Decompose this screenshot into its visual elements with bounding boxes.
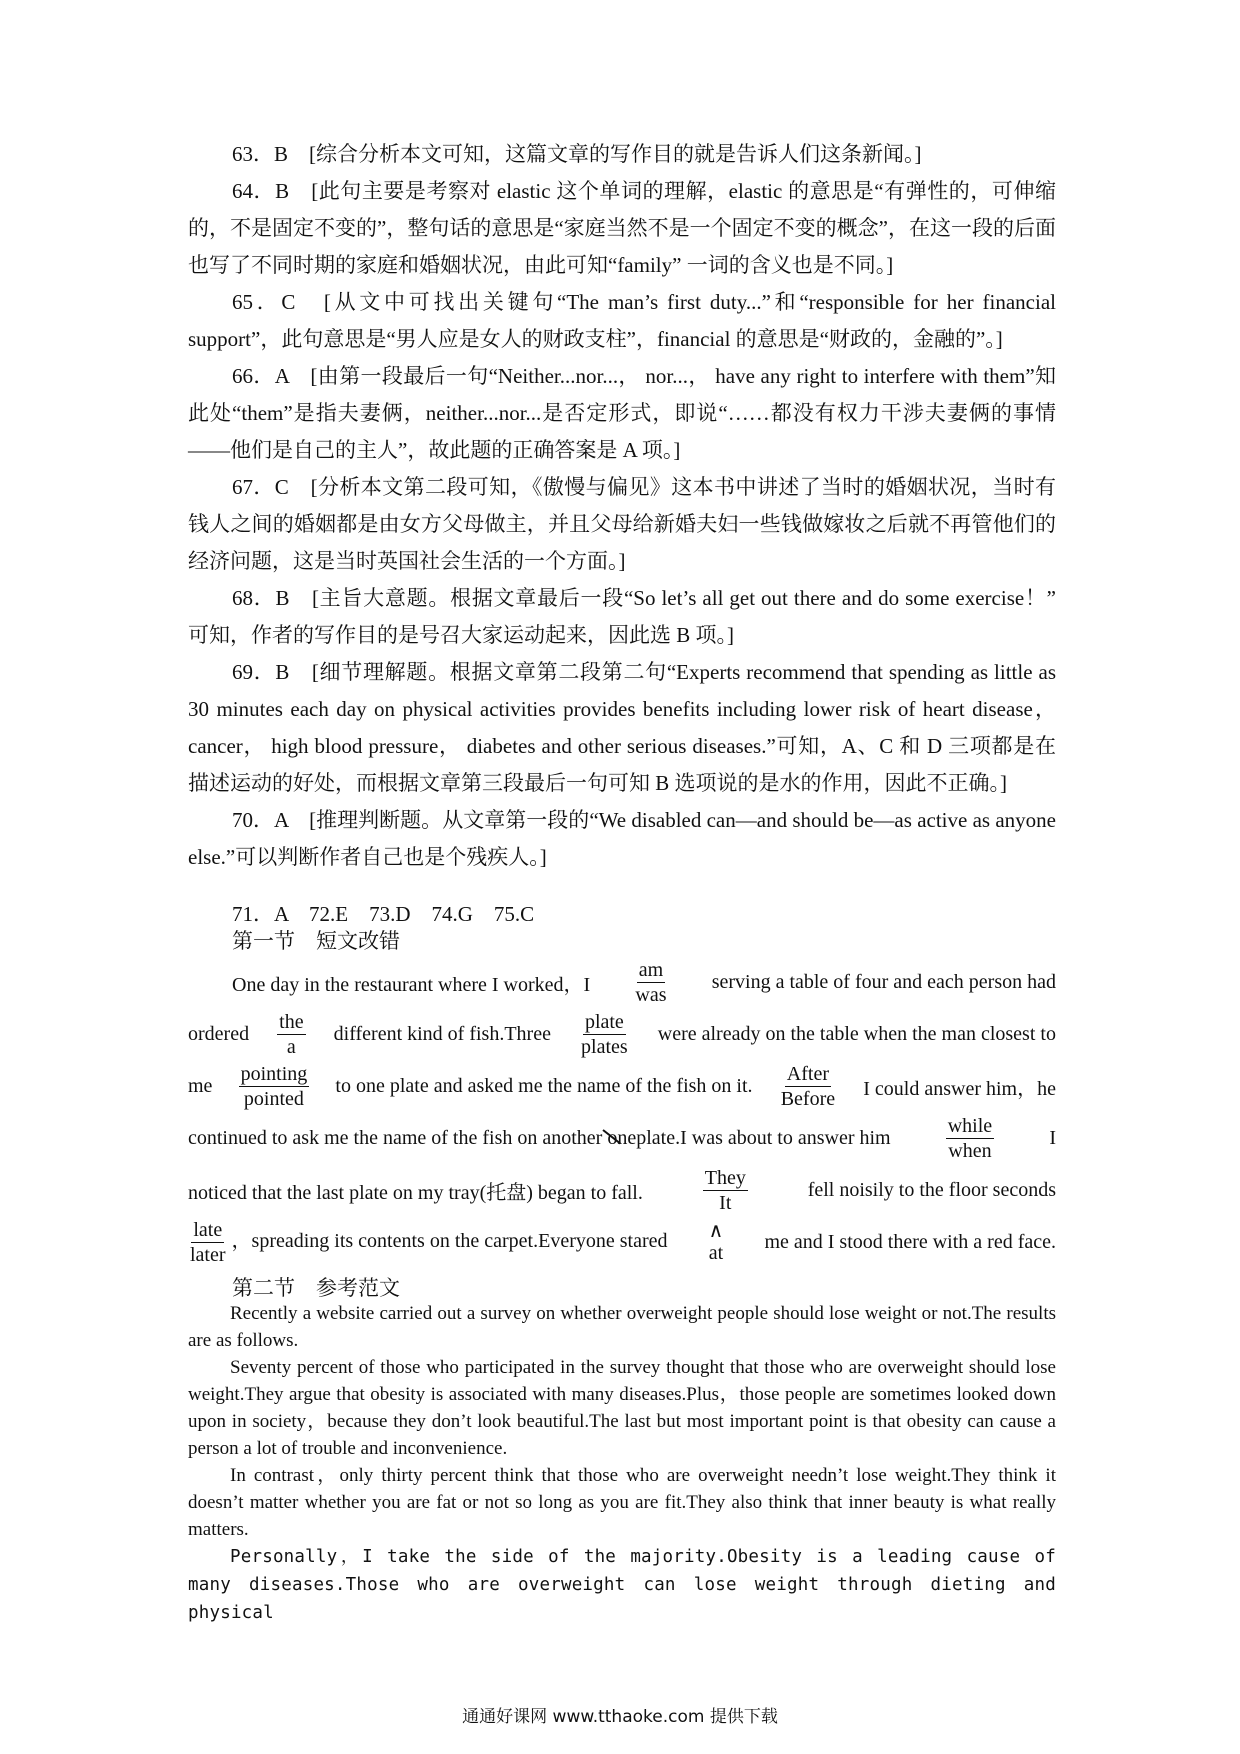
answer-67: 67．C [分析本文第二段可知，《傲慢与偏见》这本书中讲述了当时的婚姻状况，当时有钱人之间的婚姻都是由女方父母做主，并且父母给新婚夫妇一些钱做嫁妆之后就不再管他们的经济问题，这是当时英国社会生活的一个方面。] xyxy=(188,475,1056,573)
correction-line-5: noticed that the last plate on my tray(托盘) began to fall. $\frac{\text{They}}{It}$ fell noisily to the floor seconds xyxy=(188,1166,1056,1214)
correction-fraction: $\frac{\text{After}}{\text{Before}}$ xyxy=(780,1062,836,1110)
correction-fraction: $\frac{\text{pointing}}{\text{pointed}}$ xyxy=(240,1062,308,1110)
answer-66: 66．A [由第一段最后一句“Neither...nor...， nor...， have any right to interfere with them”知此处“them”是指夫妻俩，neither...nor...是否定形式，即说“……都没有权力干涉夫妻俩的事情——他们是自己的主人”，故此题的正确答案是 A 项。] xyxy=(188,364,1056,462)
correction-fraction: $\frac{\text{They}}{It}$ xyxy=(704,1166,746,1214)
correction-line-6: $\frac{\text{late}}{\text{later}}$ ，spreading its contents on the carpet.Everyone stared ∧ at me and I stood there with a red face. xyxy=(190,1218,1056,1266)
correction-fraction: $\frac{\text{the}}{a}$ xyxy=(279,1010,304,1058)
answers-71-75: 71．A 72.E 73.D 74.G 75.C xyxy=(232,902,535,926)
insertion-mark: ∧ at xyxy=(708,1220,724,1264)
correction-line-3: me $\frac{\text{pointing}}{\text{pointed}}$ to one plate and asked me the name of the fish on it. $\frac{\text{After}}{\text{Before}}$ I could answer him，he xyxy=(188,1062,1056,1110)
caret-icon: ∧ xyxy=(708,1220,724,1242)
correction-line-2: ordered $\frac{\text{the}}{a}$ different kind of fish.Three $\frac{\text{plate}}{\text{plates}}$ were already on the table when the man closest to xyxy=(188,1010,1056,1058)
essay-paragraph-3: In contrast，only thirty percent think that those who are overweight needn’t lose weight.They think it doesn’t matter whether you are fat or not so long as you are fit.They also think that inner beauty is what really matters. xyxy=(188,1465,1056,1540)
essay-paragraph-2: Seventy percent of those who participated in the survey thought that those who are overweight should lose weight.They argue that obesity is associated with many diseases.Plus，those people are sometimes looked down upon in society，because they don’t look beautiful.The last but most important point is that obesity can cause a person a lot of trouble and inconvenience. xyxy=(188,1357,1056,1459)
answer-64: 64．B [此句主要是考察对 elastic 这个单词的理解，elastic 的意思是“有弹性的，可伸缩的，不是固定不变的”，整句话的意思是“家庭当然不是一个固定不变的概念”，在这一段的后面也写了不同时期的家庭和婚姻状况，由此可知“family” 一词的含义也是不同。] xyxy=(188,179,1056,277)
section-2-title: 第二节 参考范文 xyxy=(232,1276,400,1300)
page-footer: 通通好课网 www.tthaoke.com 提供下载 xyxy=(462,1707,778,1727)
answer-70: 70．A [推理判断题。从文章第一段的“We disabled can—and should be—as active as anyone else.”可以判断作者自己也是个残疾人。] xyxy=(188,808,1056,869)
answer-65: 65．C [从文中可找出关键句“The man’s first duty...”和“responsible for her financial support”，此句意思是“男人应是女人的财政支柱”，financial 的意思是“财政的，金融的”。] xyxy=(188,290,1056,351)
deleted-word: one xyxy=(607,1127,636,1150)
correction-line-4: continued to ask me the name of the fish on another one plate.I was about to answer him $\frac{\text{while}}{\text{when}}$ I xyxy=(188,1114,1056,1162)
answer-69: 69．B [细节理解题。根据文章第二段第二句“Experts recommend that spending as little as 30 minutes each day on physical activities provides benefits including lower risk of heart disease， cancer， high blood pressure， diabetes and other serious diseases.”可知，A、C 和 D 三项都是在描述运动的好处，而根据文章第三段最后一句可知 B 选项说的是水的作用，因此不正确。] xyxy=(188,660,1056,795)
essay-paragraph-4: Personally，I take the side of the majority.Obesity is a leading cause of many diseases.Those who are overweight can lose weight through dieting and physical xyxy=(188,1547,1056,1623)
correction-fraction: $\frac{\text{while}}{\text{when}}$ xyxy=(947,1114,993,1162)
model-essay xyxy=(188,1300,1056,1627)
answer-63: 63．B [综合分析本文可知，这篇文章的写作目的就是告诉人们这条新闻。] xyxy=(232,142,922,166)
answer-68: 68．B [主旨大意题。根据文章最后一段“So let’s all get out there and do some exercise！” 可知，作者的写作目的是号召大家运动起来，因此选 B 项。] xyxy=(188,586,1056,647)
correction-line-1: One day in the restaurant where I worked，I $\frac{am}{\text{was}}$ serving a table of four and each person had xyxy=(232,958,1056,1006)
correction-fraction: $\frac{\text{plate}}{\text{plates}}$ xyxy=(581,1010,628,1058)
correction-fraction: $\frac{am}{\text{was}}$ xyxy=(635,958,667,1006)
essay-paragraph-1: Recently a website carried out a survey on whether overweight people should lose weight or not.The results are as follows. xyxy=(188,1303,1056,1351)
correction-fraction: $\frac{\text{late}}{\text{later}}$ xyxy=(190,1218,226,1266)
section-1-title: 第一节 短文改错 xyxy=(232,929,400,953)
answer-explanations xyxy=(188,136,1056,876)
